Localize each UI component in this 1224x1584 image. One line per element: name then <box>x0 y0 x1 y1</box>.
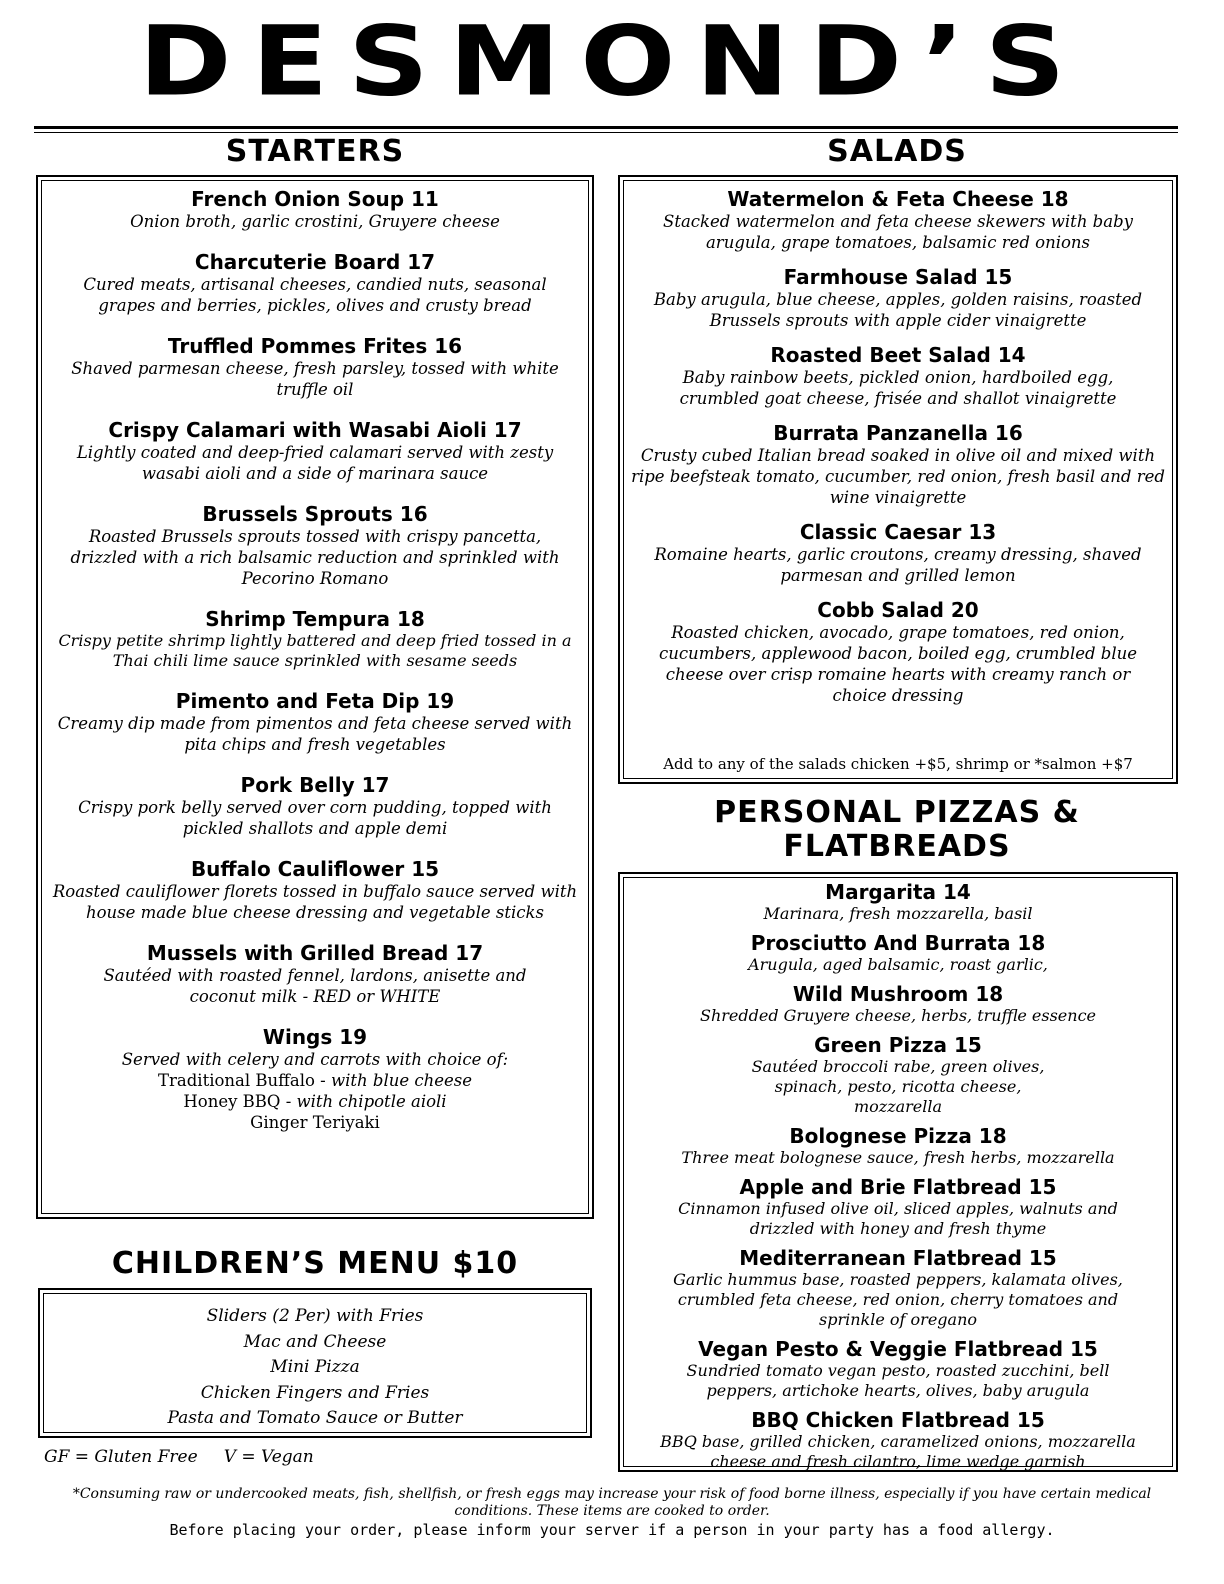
starter-item <box>38 941 592 1007</box>
pizza-item-name: Bolognese Pizza 18 <box>789 1124 1007 1148</box>
salad-item-desc: Stacked watermelon and feta cheese skewers with baby arugula, grape tomatoes, balsamic red onions <box>663 212 1133 252</box>
salad-item <box>620 343 1176 409</box>
salad-item-name: Burrata Panzanella 16 <box>773 421 1023 445</box>
starter-item-name: Shrimp Tempura 18 <box>205 607 425 631</box>
wings-option-note: with chipotle aioli <box>296 1092 447 1111</box>
starter-item-desc: Roasted Brussels sprouts tossed with crispy pancetta, drizzled with a rich balsamic reduction and sprinkled with Pecorino Romano <box>70 527 560 588</box>
pizza-item-name: Mediterranean Flatbread 15 <box>739 1246 1057 1270</box>
salad-item <box>620 598 1176 706</box>
wings-option-name: Honey BBQ - <box>183 1092 297 1111</box>
starter-item-name: Pork Belly 17 <box>240 773 390 797</box>
starter-item <box>38 857 592 923</box>
pizza-item-desc: Cinnamon infused olive oil, sliced apples, walnuts and drizzled with honey and fresh thyme <box>678 1199 1118 1238</box>
starter-item-desc: Shaved parmesan cheese, fresh parsley, tossed with white truffle oil <box>71 359 559 399</box>
starter-item-name: Pimento and Feta Dip 19 <box>175 689 455 713</box>
wings-option: Ginger Teriyaki <box>250 1113 380 1132</box>
pizzas-heading <box>618 796 1176 864</box>
pizza-item-desc: Shredded Gruyere cheese, herbs, truffle essence <box>699 1006 1096 1025</box>
salad-item-name: Cobb Salad 20 <box>817 598 979 622</box>
starter-item-name: Wings 19 <box>262 1025 368 1049</box>
starter-item-desc: Sautéed with roasted fennel, lardons, anisette and coconut milk - RED or WHITE <box>103 966 527 1006</box>
salad-item <box>620 265 1176 331</box>
wings-intro: Served with celery and carrots with choice of: <box>121 1050 509 1069</box>
childrens-heading: CHILDREN’S MENU $10 <box>111 1246 519 1281</box>
pizza-item <box>620 1246 1176 1330</box>
starter-item <box>38 334 592 400</box>
pizza-item-name: Vegan Pesto & Veggie Flatbread 15 <box>698 1337 1098 1361</box>
pizza-item <box>620 1337 1176 1401</box>
pizza-item <box>620 880 1176 924</box>
pizzas-heading-line2: FLATBREADS <box>783 829 1011 864</box>
legend-vegan: V = Vegan <box>223 1447 314 1467</box>
pizzas-box <box>618 872 1178 1472</box>
childrens-item: Mac and Cheese <box>243 1331 387 1352</box>
pizza-item-name: Apple and Brie Flatbread 15 <box>739 1175 1057 1199</box>
pizza-item-desc: BBQ base, grilled chicken, caramelized onions, mozzarella cheese and fresh cilantro, lime wedge garnish <box>660 1432 1136 1471</box>
starter-item <box>38 187 592 232</box>
starter-item-desc: Crispy petite shrimp lightly battered and deep fried tossed in a Thai chili lime sauce sprinkled with sesame seeds <box>58 631 572 670</box>
starter-item <box>38 502 592 589</box>
allergy-notice: Before placing your order, please inform your server if a person in your party has a food allergy. <box>169 1521 1055 1539</box>
wings-option <box>38 1070 592 1091</box>
wings-option-note: with blue cheese <box>330 1071 472 1090</box>
salad-item-desc: Baby rainbow beets, pickled onion, hardboiled egg, crumbled goat cheese, frisée and shallot vinaigrette <box>679 368 1117 408</box>
pizza-item-desc: Sundried tomato vegan pesto, roasted zucchini, bell peppers, artichoke hearts, olives, baby arugula <box>686 1361 1110 1400</box>
salad-item-name: Roasted Beet Salad 14 <box>770 343 1026 367</box>
salad-item <box>620 421 1176 508</box>
salad-item-desc: Crusty cubed Italian bread soaked in olive oil and mixed with ripe beefsteak tomato, cucumber, red onion, fresh basil and red wine vinaigrette <box>631 446 1165 507</box>
pizza-item <box>620 1408 1176 1472</box>
starter-item-desc: Creamy dip made from pimentos and feta cheese served with pita chips and fresh vegetables <box>57 714 573 754</box>
starter-item-desc: Cured meats, artisanal cheeses, candied nuts, seasonal grapes and berries, pickles, olives and crusty bread <box>83 275 547 315</box>
pizzas-heading-line1: PERSONAL PIZZAS & <box>714 795 1080 830</box>
starter-item <box>38 773 592 839</box>
pizza-item-desc: Arugula, aged balsamic, roast garlic, <box>748 955 1048 974</box>
starter-item-name: Buffalo Cauliflower 15 <box>190 857 440 881</box>
starter-item-name: Crispy Calamari with Wasabi Aioli 17 <box>108 418 522 442</box>
starter-item <box>38 250 592 316</box>
disclaimer: *Consuming raw or undercooked meats, fish, shellfish, or fresh eggs may increase your risk of food borne illness, especially if you have certain medical conditions. These items are cooked to order. <box>72 1486 1152 1519</box>
wings-option-name: Traditional Buffalo - <box>158 1071 331 1090</box>
restaurant-title: DESMOND’S <box>138 5 1086 118</box>
starter-item-name: Truffled Pommes Frites 16 <box>167 334 463 358</box>
pizza-item-name: BBQ Chicken Flatbread 15 <box>751 1408 1045 1432</box>
pizza-item <box>620 1124 1176 1168</box>
title-rule-thin <box>34 132 1178 133</box>
starter-item-desc: Onion broth, garlic crostini, Gruyere cheese <box>130 212 500 231</box>
salad-item-name: Watermelon & Feta Cheese 18 <box>727 187 1069 211</box>
salad-item-desc: Romaine hearts, garlic croutons, creamy dressing, shaved parmesan and grilled lemon <box>654 545 1142 585</box>
salad-item-name: Farmhouse Salad 15 <box>783 265 1013 289</box>
pizza-item <box>620 1175 1176 1239</box>
pizza-item-name: Green Pizza 15 <box>814 1033 982 1057</box>
starter-item-desc: Roasted cauliflower florets tossed in buffalo sauce served with house made blue cheese dressing and vegetable sticks <box>52 882 578 922</box>
starters-box <box>36 175 594 1219</box>
pizza-item-name: Prosciutto And Burrata 18 <box>750 931 1046 955</box>
salads-box <box>618 175 1178 784</box>
starter-item <box>38 418 592 484</box>
starter-item-desc: Crispy pork belly served over corn pudding, topped with pickled shallots and apple demi <box>78 798 552 838</box>
starter-item <box>38 689 592 755</box>
childrens-box <box>38 1288 592 1438</box>
pizza-item-desc: Three meat bolognese sauce, fresh herbs, mozzarella <box>681 1148 1115 1167</box>
starter-item-desc: Lightly coated and deep-fried calamari served with zesty wasabi aioli and a side of marinara sauce <box>76 443 554 483</box>
salad-item-desc: Baby arugula, blue cheese, apples, golden raisins, roasted Brussels sprouts with apple cider vinaigrette <box>653 290 1143 330</box>
salads-heading: SALADS <box>827 134 967 169</box>
pizza-item-name: Margarita 14 <box>825 880 971 904</box>
salad-item <box>620 520 1176 586</box>
starter-item-wings <box>38 1025 592 1133</box>
starter-item-name: Brussels Sprouts 16 <box>202 502 428 526</box>
legend-gluten-free: GF = Gluten Free <box>44 1447 198 1467</box>
childrens-item: Mini Pizza <box>270 1357 360 1377</box>
diet-legend <box>44 1446 314 1468</box>
wings-option <box>38 1091 592 1112</box>
pizza-item <box>620 1033 1176 1117</box>
pizza-item-desc: Garlic hummus base, roasted peppers, kalamata olives, crumbled feta cheese, red onion, cherry tomatoes and sprinkle of oregano <box>673 1270 1123 1329</box>
starter-item-name: Charcuterie Board 17 <box>194 250 436 274</box>
salad-addon: Add to any of the salads chicken +$5, shrimp or *salmon +$7 <box>663 755 1133 773</box>
starter-item-name: Mussels with Grilled Bread 17 <box>146 941 484 965</box>
starters-heading: STARTERS <box>225 134 405 169</box>
pizza-item <box>620 982 1176 1026</box>
salad-item <box>620 187 1176 253</box>
childrens-item: Chicken Fingers and Fries <box>200 1382 430 1403</box>
childrens-item: Sliders (2 Per) with Fries <box>206 1306 424 1326</box>
starter-item-name: French Onion Soup 11 <box>191 187 439 211</box>
pizza-item <box>620 931 1176 975</box>
childrens-item: Pasta and Tomato Sauce or Butter <box>167 1408 463 1428</box>
starter-item <box>38 607 592 671</box>
title-rule-thick <box>34 126 1178 129</box>
pizza-item-name: Wild Mushroom 18 <box>792 982 1004 1006</box>
salad-item-desc: Roasted chicken, avocado, grape tomatoes, red onion, cucumbers, applewood bacon, boiled egg, crumbled blue cheese over crisp romaine hearts with creamy ranch or choice dressing <box>658 623 1138 705</box>
pizza-item-desc: Sautéed broccoli rabe, green olives, spinach, pesto, ricotta cheese, mozzarella <box>751 1057 1045 1116</box>
pizza-item-desc: Marinara, fresh mozzarella, basil <box>763 904 1033 923</box>
salad-item-name: Classic Caesar 13 <box>799 520 997 544</box>
